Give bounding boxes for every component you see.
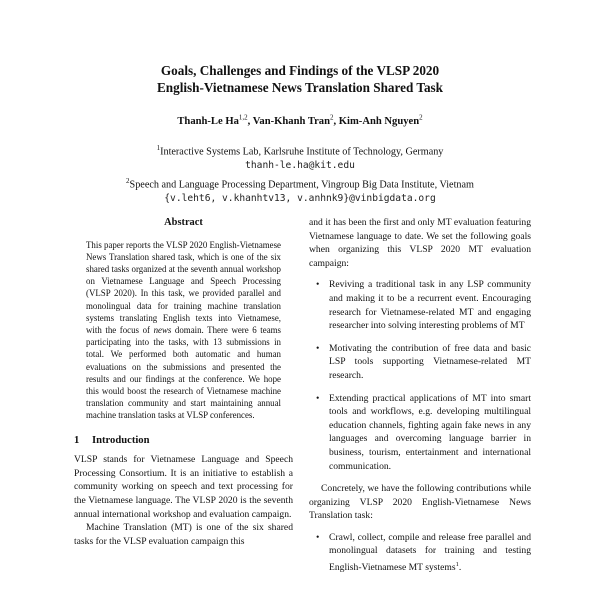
goals-intro-paragraph: and it has been the first and only MT evaluation featuring Vietnamese language to date. We set the following goals when organizing this VLSP 2020 MT evaluation campaign: xyxy=(309,217,531,269)
goal-item: • Motivating the contribution of free data and basic LSP tools supporting Vietnamese-related MT research. xyxy=(316,342,531,381)
bullet-icon: • xyxy=(316,342,320,354)
author-list xyxy=(0,110,600,129)
bullet-icon: • xyxy=(316,279,320,291)
abstract-heading: Abstract xyxy=(164,217,203,228)
paper-title xyxy=(0,62,600,96)
affiliation-2: $^2$Speech and Language Processing Department, Vingroup Big Data Institute, Vietnam xyxy=(126,176,474,191)
footnote-marker: 1 xyxy=(455,561,459,569)
author-2: Van-Khanh Tran$^2$, xyxy=(252,113,339,127)
abstract-text: This paper reports the VLSP 2020 English-Vietnamese News Translation shared task, which is one of the six shared tasks organized at the seventh annual workshop on Vietnamese Language and Speech Processing (VLSP 2020). In this task, we provided parallel and monolingual data for training machine translation systems translating English texts into Vietnamese, with the focus of news domain. There were 6 teams participating into the tasks, with 13 submissions in total. We performed both automatic and human evaluations on the submissions and presented the results and our findings at the conference. We hope this would boost the research of Vietnamese machine translation community and start maintaining annual machine translation tasks at VLSP conferences. xyxy=(86,239,282,421)
goal-item: • Reviving a traditional task in any LSP community and making it to be a recurrent event. Encouraging research for Vietnamese-related MT and engaging researcher into solving interesting problems of MT xyxy=(316,279,531,332)
author-1: Thanh-Le Ha$^{1,2}$, xyxy=(177,113,253,127)
title-line-2: English-Vietnamese News Translation Shared Task xyxy=(156,80,444,95)
bullet-icon: • xyxy=(316,531,320,543)
goal-item: • Extending practical applications of MT into smart tools and workflows, e.g. developing multilingual education channels, fighting again fake news in any languages and overcoming language barrier in business, tourism, entertainment and international communication. xyxy=(316,392,531,472)
bullet-icon: • xyxy=(316,392,320,404)
email-2: {v.leht6, v.khanhtv13, v.anhnk9}@vinbigdata.org xyxy=(164,193,436,205)
section-introduction-heading: 1 Introduction xyxy=(74,434,150,446)
left-column xyxy=(74,216,293,548)
contributions-list xyxy=(309,531,531,575)
author-3: Kim-Anh Nguyen$^2$ xyxy=(338,113,423,127)
paper-header xyxy=(0,62,600,206)
email-1: thanh-le.ha@kit.edu xyxy=(245,159,355,171)
affiliation-1: $^1$Interactive Systems Lab, Karlsruhe Institute of Technology, Germany thanh-le.ha@kit.edu $^2$Speech and Language Processing Department, Vingroup Big Data Institute, Vietnam {v.leht6, v.khanhtv13, v.anhnk9}@vinbigdata.org xyxy=(0,141,600,207)
title-line-1: Goals, Challenges and Findings of the VLSP 2020 xyxy=(160,63,440,78)
contribution-item: • Crawl, collect, compile and release free parallel and monolingual datasets for training and testing English-Vietnamese MT systems$^1$. xyxy=(316,531,531,574)
intro-paragraph-1: VLSP stands for Vietnamese Language and Speech Processing Consortium. It is an initiative to establish a community working on speech and text processing for the Vietnamese language. The VLSP 2020 is the seventh annual international workshop and evaluation campaign. xyxy=(74,454,293,520)
right-column xyxy=(309,216,531,584)
goals-list xyxy=(309,278,531,473)
contributions-intro-paragraph: Concretely, we have the following contributions while organizing VLSP 2020 English-Vietnamese News Translation task: xyxy=(309,483,531,522)
intro-paragraph-2: Machine Translation (MT) is one of the six shared tasks for the VLSP evaluation campaign this xyxy=(74,522,293,547)
